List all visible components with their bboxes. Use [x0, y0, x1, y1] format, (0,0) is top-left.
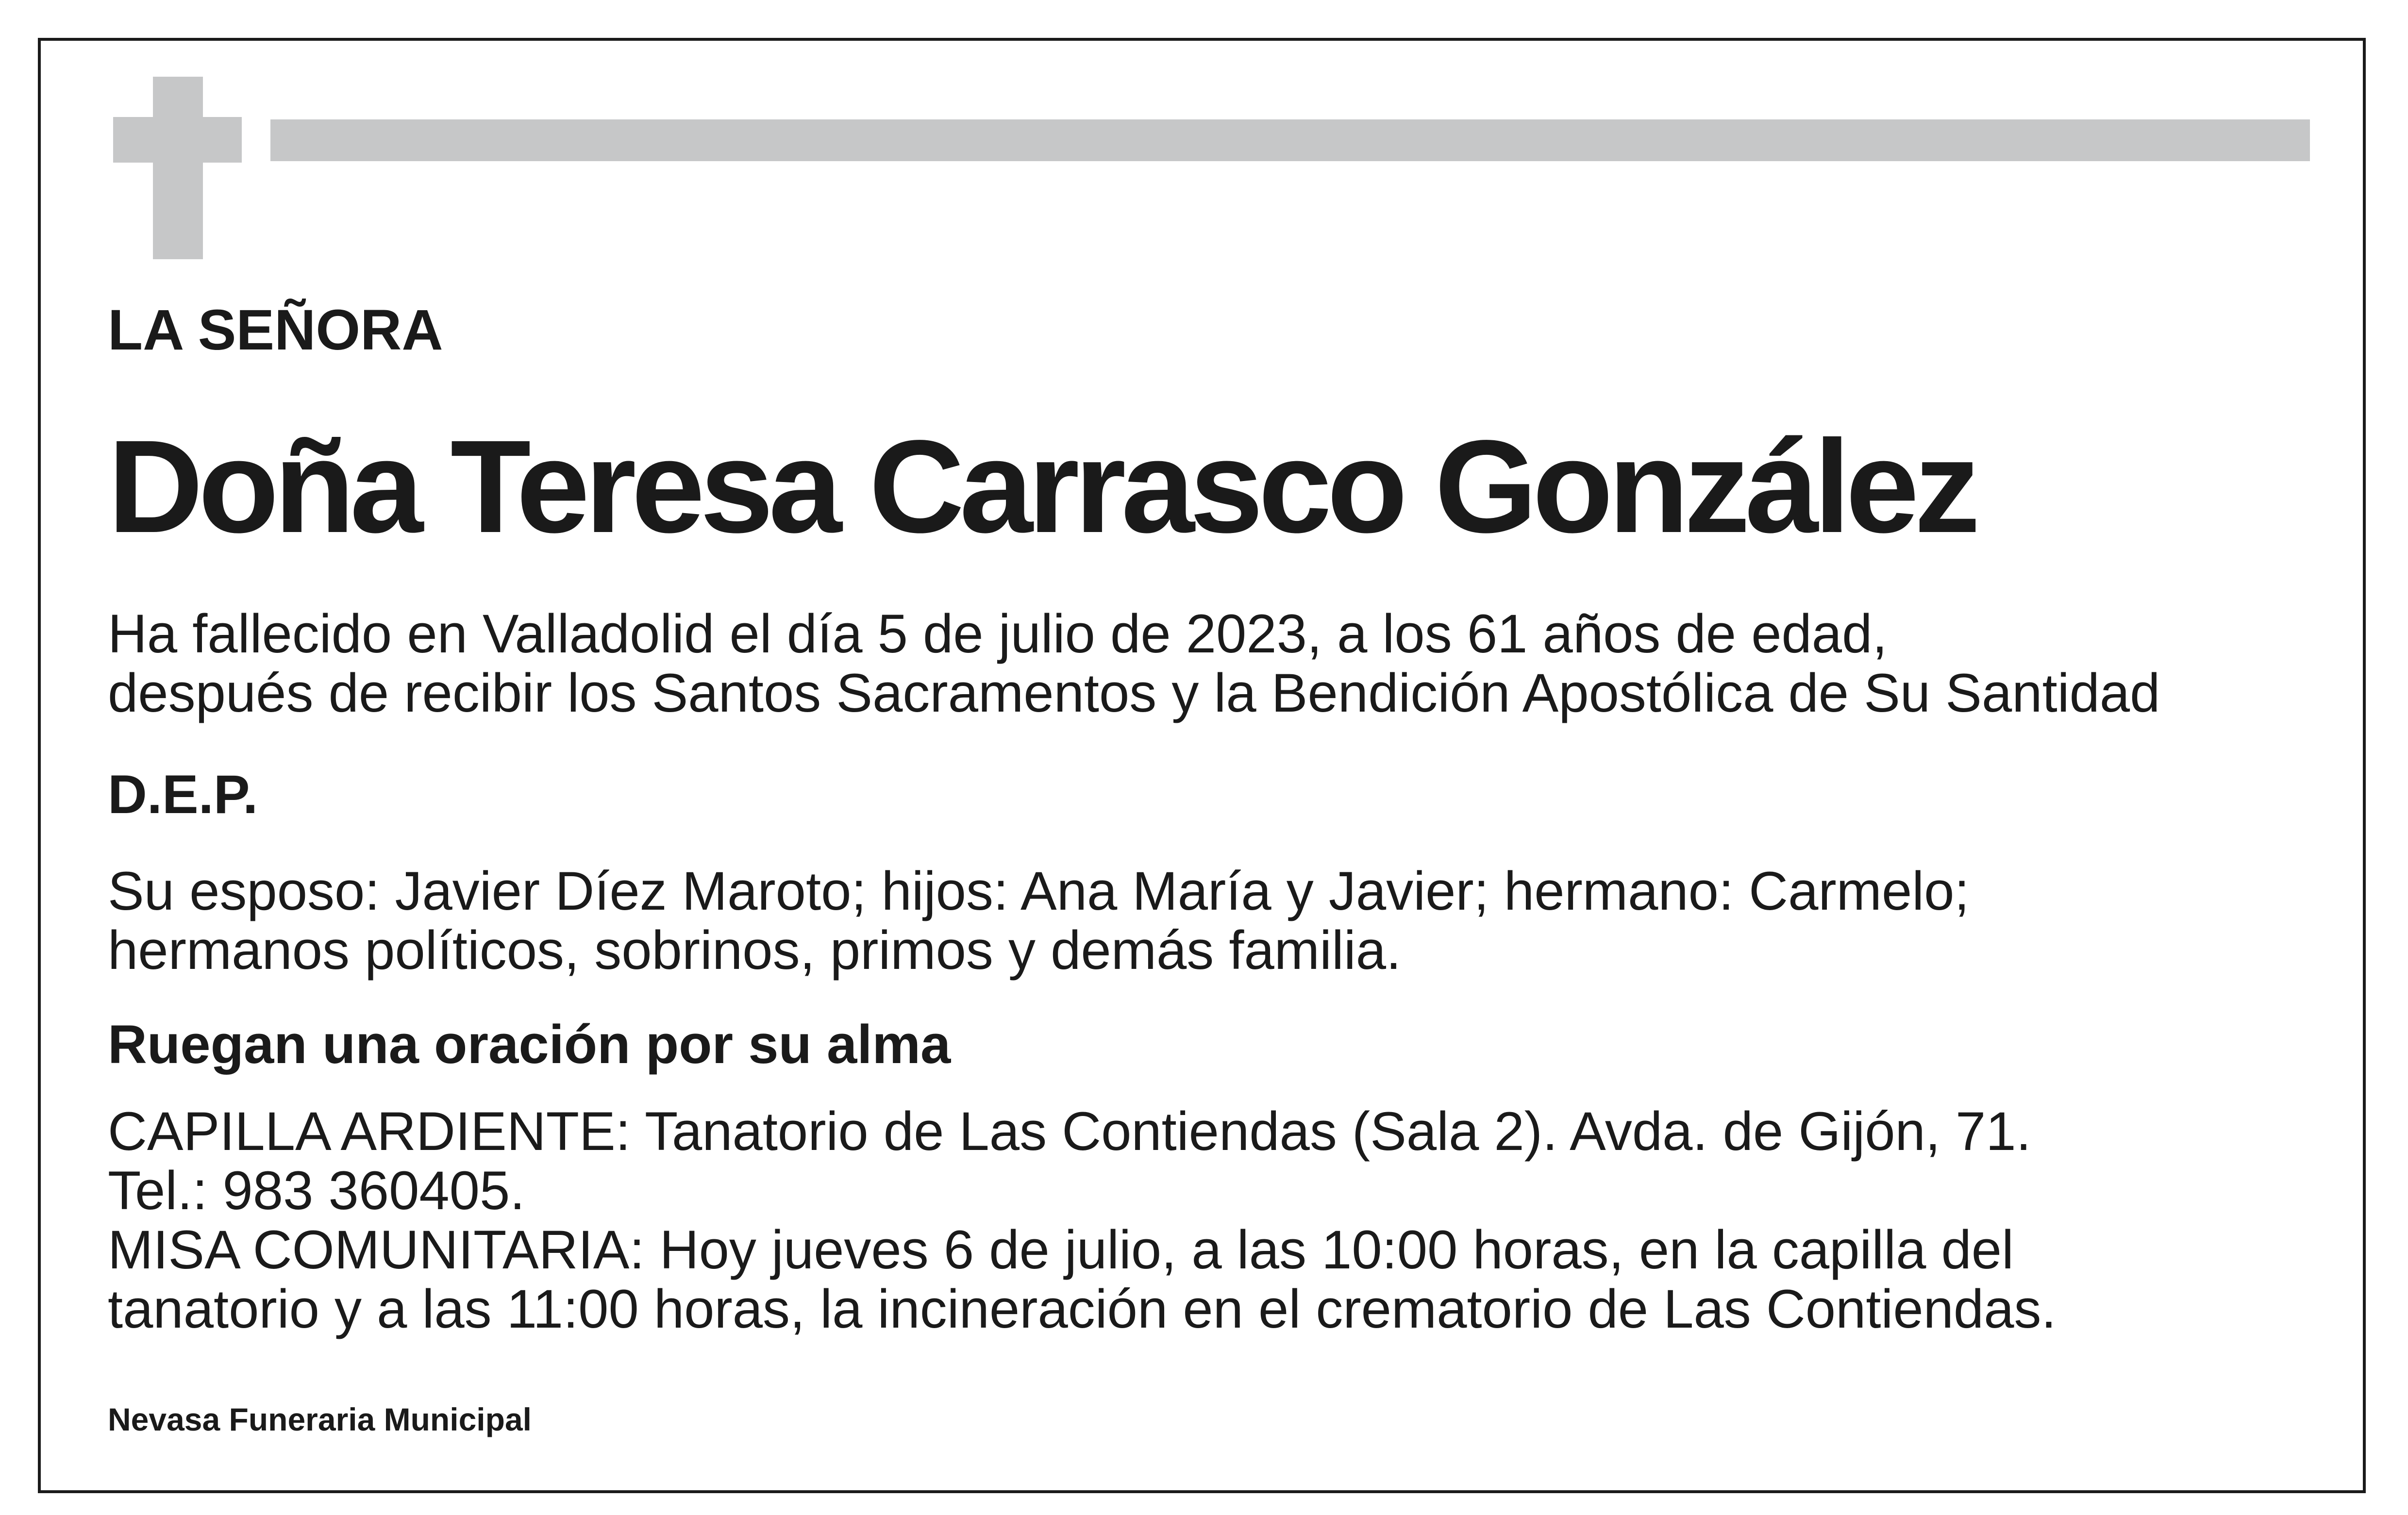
header-divider-bar: [270, 119, 2310, 161]
prayer-request: Ruegan una oración por su alma: [108, 1014, 951, 1075]
service-details: [108, 1102, 2057, 1339]
rest-in-peace: D.E.P.: [108, 764, 258, 825]
cross-horizontal-bar: [113, 117, 242, 163]
family-line: Su esposo: Javier Díez Maroto; hijos: Ana María y Javier; hermano: Carmelo;: [108, 861, 1970, 921]
family-list: [108, 862, 1970, 980]
cross-vertical-bar: [153, 77, 203, 259]
service-line: CAPILLA ARDIENTE: Tanatorio de Las Contiendas (Sala 2). Avda. de Gijón, 71.: [108, 1101, 2031, 1162]
funeral-home-name: Nevasa Funeraria Municipal: [108, 1401, 532, 1437]
death-notice-line: después de recibir los Santos Sacramentos y la Bendición Apostólica de Su Santidad: [108, 663, 2160, 723]
honorific-title: LA SEÑORA: [108, 298, 443, 362]
service-line: MISA COMUNITARIA: Hoy jueves 6 de julio, a las 10:00 horas, en la capilla del: [108, 1219, 2014, 1280]
service-line: tanatorio y a las 11:00 horas, la incineración en el crematorio de Las Contiendas.: [108, 1279, 2057, 1339]
death-notice: [108, 604, 2160, 723]
death-notice-line: Ha fallecido en Valladolid el día 5 de julio de 2023, a los 61 años de edad,: [108, 603, 1888, 664]
service-line: Tel.: 983 360405.: [108, 1160, 525, 1221]
family-line: hermanos políticos, sobrinos, primos y demás familia.: [108, 920, 1402, 981]
deceased-name: Doña Teresa Carrasco González: [108, 413, 1975, 560]
